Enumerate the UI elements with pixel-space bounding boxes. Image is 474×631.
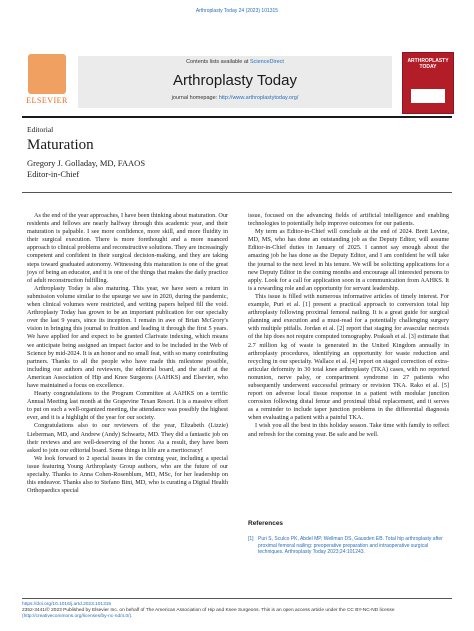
journal-masthead	[22, 52, 452, 112]
homepage-prefix: journal homepage:	[171, 95, 219, 101]
journal-homepage-link[interactable]: http://www.arthroplastytoday.org/	[218, 95, 299, 101]
body-column-left	[27, 212, 228, 495]
contents-prefix: Contents lists available at	[186, 59, 250, 65]
elsevier-logo[interactable]	[22, 52, 72, 112]
reference-number: [1]	[248, 536, 254, 542]
header-divider	[22, 116, 452, 118]
body-paragraph: We look forward to 2 special issues in the coming year, including a special issue featuring Young Arthroplasty Group authors, who are the future of our specialty. Thanks to Anna Cohen-Rosenblum, MD, MSc, for her leadership on this endeavor. Thanks also to Stefano Bini, MD, who is curating a Digital Health Orthopaedics special	[27, 454, 228, 495]
journal-citation-link[interactable]: Arthroplasty Today 24 (2023) 101315	[195, 8, 279, 14]
article-title: Maturation	[27, 137, 94, 153]
reference-text[interactable]: Puri S, Sculco PK, Abdel MP, Wellman DS, Gausden EB. Total hip arthroplasty after proximal femoral nailing: preoperative preparation and intraoperative surgical techniques. Arthroplasty Today 2023;24:101243.	[258, 536, 443, 555]
journal-cover-thumbnail[interactable]	[402, 52, 454, 114]
cover-title: ARTHROPLASTY TODAY	[407, 58, 449, 70]
page-footer	[22, 602, 452, 620]
body-paragraph: This issue is filled with numerous informative articles of timely interest. For example, Puri et al. [1] present a practical approach to conversion total hip arthroplasty following proximal femoral nailing. It is a great guide for surgical planning and execution and a must-read for a potentially challenging surgery with multiple pitfalls. Jordan et al. [2] report that staging for avascular necrosis of the hip does not require computed tomography. Prakash et al. [3] estimate that 2.7 million kg of waste is generated in the United Kingdom annually in arthroplasty procedures, identifying an opportunity for waste reduction and recycling in our specialty. Wallace et al. [4] report on staged correction of extra-articular deformity in 30 total knee arthroplasty (TKA) cases, with no reported nonunion, nerve palsy, or compartment syndrome in 27 patients who subsequently underwent successful primary or revision TKA. Rako et al. [5] report on adverse local tissue response in a patient with modular junction corrosion following distal femur and proximal tibial replacement, and it serves as a reminder to include taper junction problems in the differential diagnosis when evaluating a patient with a painful TKA.	[248, 292, 449, 422]
contents-available-line	[78, 59, 392, 65]
body-paragraph: Hearty congratulations to the Program Committee at AAHKS on a terrific Annual Meeting last month at the Grapevine Texan Resort. It is a massive effort to put on such a well-organized meeting, the attendance was possibly the highest ever, and it is a highlight of the year for our society.	[27, 390, 228, 422]
copyright-notice: 2352-3441/© 2023 Published by Elsevier Inc. on behalf of The American Association of Hip and Knee Surgeons. This is an open access article under the CC BY-NC-ND license	[22, 608, 395, 613]
article-section: Editorial	[27, 125, 54, 134]
body-paragraph: issue, focused on the advancing fields of artificial intelligence and enabling technologies to potentially help improve outcomes for our patients.	[248, 212, 449, 228]
elsevier-tree-icon	[28, 54, 66, 94]
cover-society-badge	[411, 89, 445, 103]
body-paragraph: Congratulations also to our reviewers of the year, Elizabeth (Lizzie) Lieberman, MD, and Andrew (Andy) Schwartz, MD. They did a fantastic job on their reviews and are well-deserving of the honor. As a result, they have been asked to join our editorial board. Some things in life are a meritocracy!	[27, 422, 228, 454]
journal-title: Arthroplasty Today	[173, 72, 297, 89]
title-divider	[22, 192, 452, 193]
license-link[interactable]: (http://creativecommons.org/licenses/by-nc-nd/4.0/).	[22, 614, 133, 619]
elsevier-wordmark: ELSEVIER	[26, 96, 68, 105]
references-heading: References	[248, 520, 284, 527]
author-block	[27, 158, 145, 180]
author-role: Editor-in-Chief	[27, 169, 80, 179]
journal-homepage-line	[78, 95, 392, 101]
footer-divider	[22, 598, 452, 599]
body-paragraph: My term as Editor-in-Chief will conclude at the end of 2024. Brett Levine, MD, MS, who has done an outstanding job as the Deputy Editor, will assume Editor-in-Chief duties in January of 2025. I cannot say enough about the amazing job he has done as the Deputy Editor, and I am confident he will take the journal to the next level in his tenure. We will be soliciting applications for a new Deputy Editor in the coming months and encourage all interested persons to apply. Look for a call for application soon in a communication from AAHKS. It is a rewarding role and an opportunity for servant leadership.	[248, 228, 449, 292]
body-paragraph: Arthroplasty Today is also maturing. This year, we have seen a return in submission volume similar to the upsurge we saw in 2020, during the pandemic, when clinical volumes were restricted, and writing papers helped fill the void. Arthroplasty Today has grown to be an important publication for our specialty over the last 9 years, since its inception. I remain in awe of Brian McGrory's vision in bringing this journal to fruition and leading it through the first 5 years. We have applied for and expect to be granted Clarivate indexing, which means we anticipate being assigned an impact factor and to be included in the Web of Science by mid-2024. It is an honor and no small feat, with so many contributing partners. Thanks to all the people who have made this milestone possible, including our authors and reviewers, the editorial board, and the staff at the American Association of Hip and Knee Surgeons (AAHKS) and Elsevier, who have maintained a focus on excellence.	[27, 284, 228, 389]
body-column-right	[248, 212, 449, 439]
body-paragraph: As the end of the year approaches, I have been thinking about maturation. Our residents and fellows are nearly halfway through this academic year, and their maturation is palpable. I see more confidence, more skill, and more fluidity in their surgical execution. There is more forethought and a more nuanced approach to clinical problems and reconstructive solutions. They are increasingly competent and confident in their surgical decision-making, and they are taking steps toward graduated autonomy. Witnessing this maturation is one of the great joys of being an educator, and it is one of the things that makes the daily practice of adult reconstruction fulfilling.	[27, 212, 228, 284]
article-doi-link[interactable]: https://doi.org/10.1016/j.artd.2023.101315	[22, 602, 112, 607]
journal-banner	[78, 56, 392, 108]
author-name[interactable]: Gregory J. Golladay, MD, FAAOS	[27, 158, 146, 168]
body-paragraph: I wish you all the best in this holiday season. Take time with family to reflect and refresh for the coming year. Be safe and be well.	[248, 422, 449, 438]
sciencedirect-link[interactable]: ScienceDirect	[249, 59, 284, 65]
